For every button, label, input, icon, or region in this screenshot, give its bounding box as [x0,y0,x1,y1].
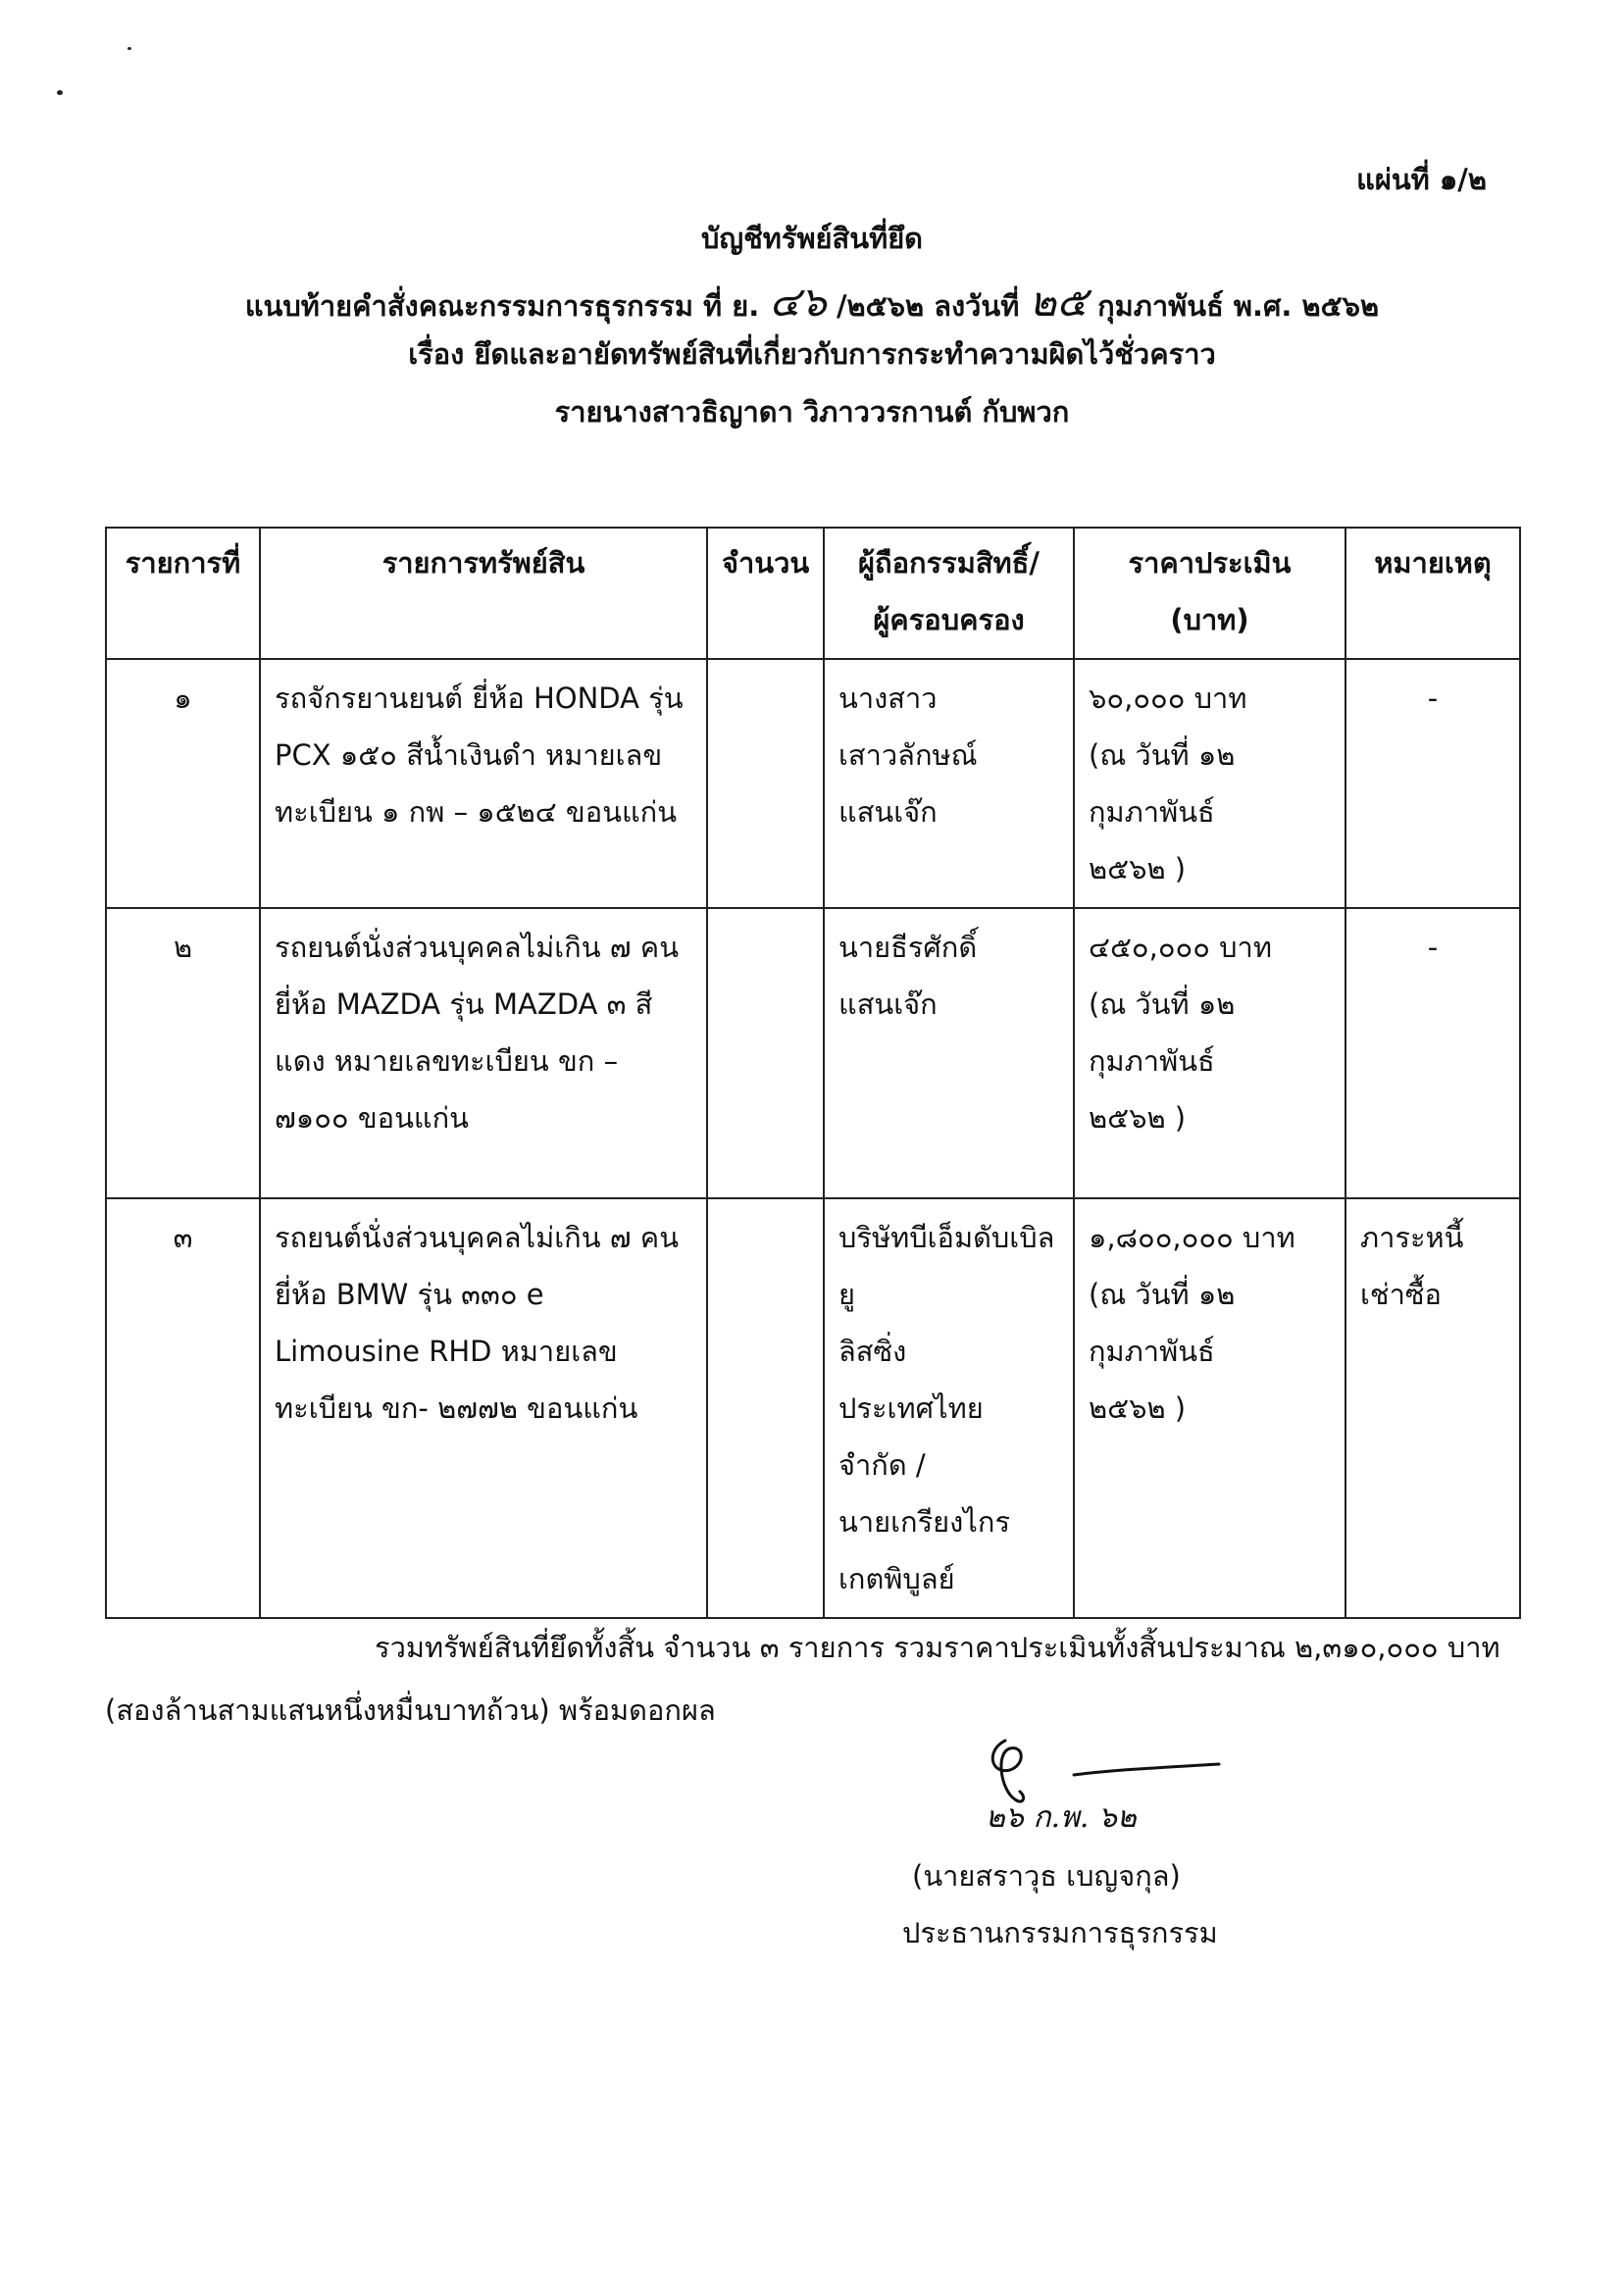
col-header-asset: รายการทรัพย์สิน [260,528,707,659]
handwritten-order-day: ๒๕ [1029,278,1088,326]
handwritten-signature [966,1731,1260,1839]
row-remark: - [1345,659,1520,908]
handwritten-signature-date: ๒๖ ก.พ. ๖๒ [986,1800,1137,1835]
row-asset: รถยนต์นั่งส่วนบุคคลไม่เกิน ๗ คน ยี่ห้อ BMW รุ่น ๓๓๐ e Limousine RHD หมายเลขทะเบียน ขก- ๒๗๗๒ ขอนแก่น [260,1198,707,1618]
row-no: ๑ [106,659,260,908]
row-remark: - [1345,908,1520,1198]
table-row [106,908,1520,1198]
row-no: ๓ [106,1198,260,1618]
col-header-no: รายการที่ [106,528,260,659]
signer-name: (นายสราวุธ เบญจกุล) [912,1859,1181,1893]
scan-speck [57,90,63,95]
page-number: แผ่นที่ ๑/๒ [1356,163,1487,196]
handwritten-order-number: ๔๖ [769,278,827,326]
row-price: ๔๕๐,๐๐๐ บาท (ณ วันที่ ๑๒ กุมภาพันธ์ ๒๕๖๒ ) [1074,908,1345,1198]
row-asset: รถจักรยานยนต์ ยี่ห้อ HONDA รุ่น PCX ๑๕๐ สีน้ำเงินดำ หมายเลขทะเบียน ๑ กพ – ๑๕๒๔ ขอนแก่น [260,659,707,908]
table-row [106,1198,1520,1618]
summary-line-total: รวมทรัพย์สินที่ยึดทั้งสิ้น จำนวน ๓ รายการ รวมราคาประเมินทั้งสิ้นประมาณ ๒,๓๑๐,๐๐๐ บาท [375,1631,1500,1664]
row-remark: ภาระหนี้ เช่าซื้อ [1345,1198,1520,1618]
row-owner: นายธีรศักดิ์ แสนเจ๊ก [824,908,1074,1198]
row-quantity [707,1198,824,1618]
row-no: ๒ [106,908,260,1198]
row-price: ๖๐,๐๐๐ บาท (ณ วันที่ ๑๒ กุมภาพันธ์ ๒๕๖๒ ) [1074,659,1345,908]
document-person: รายนางสาวธิญาดา วิภาววรกานต์ กับพวก [554,395,1070,429]
order-reference [0,270,1624,334]
order-mid: /๒๕๖๒ ลงวันที่ [836,289,1020,323]
document-subject: เรื่อง ยึดและอายัดทรัพย์สินที่เกี่ยวกับการกระทำความผิดไว้ชั่วคราว [408,337,1216,371]
row-price: ๑,๘๐๐,๐๐๐ บาท (ณ วันที่ ๑๒ กุมภาพันธ์ ๒๕๖๒ ) [1074,1198,1345,1618]
table-row [106,659,1520,908]
order-suffix: กุมภาพันธ์ พ.ศ. ๒๕๖๒ [1097,289,1380,323]
row-quantity [707,908,824,1198]
summary-line-words: (สองล้านสามแสนหนึ่งหมื่นบาทถ้วน) พร้อมดอกผล [105,1694,716,1727]
row-quantity [707,659,824,908]
col-header-price: ราคาประเมิน (บาท) [1074,528,1345,659]
row-owner: นางสาวเสาวลักษณ์ แสนเจ๊ก [824,659,1074,908]
summary-paragraph [105,1616,1527,1742]
col-header-remark: หมายเหตุ [1345,528,1520,659]
asset-table [105,527,1521,1619]
document-title: บัญชีทรัพย์สินที่ยึด [700,222,924,255]
row-owner: บริษัทบีเอ็มดับเบิลยู ลิสซิ่ง ประเทศไทย จำกัด / นายเกรียงไกร เกตพิบูลย์ [824,1198,1074,1618]
col-header-owner: ผู้ถือกรรมสิทธิ์/ ผู้ครอบครอง [824,528,1074,659]
signer-position: ประธานกรรมการธุรกรรม [902,1916,1218,1949]
scan-speck [127,47,131,50]
table-header-row [106,528,1520,659]
row-asset: รถยนต์นั่งส่วนบุคคลไม่เกิน ๗ คน ยี่ห้อ MAZDA รุ่น MAZDA ๓ สีแดง หมายเลขทะเบียน ขก – ๗๑๐๐ ขอนแก่น [260,908,707,1198]
col-header-quantity: จำนวน [707,528,824,659]
order-prefix: แนบท้ายคำสั่งคณะกรรมการธุรกรรม ที่ ย. [244,289,760,323]
